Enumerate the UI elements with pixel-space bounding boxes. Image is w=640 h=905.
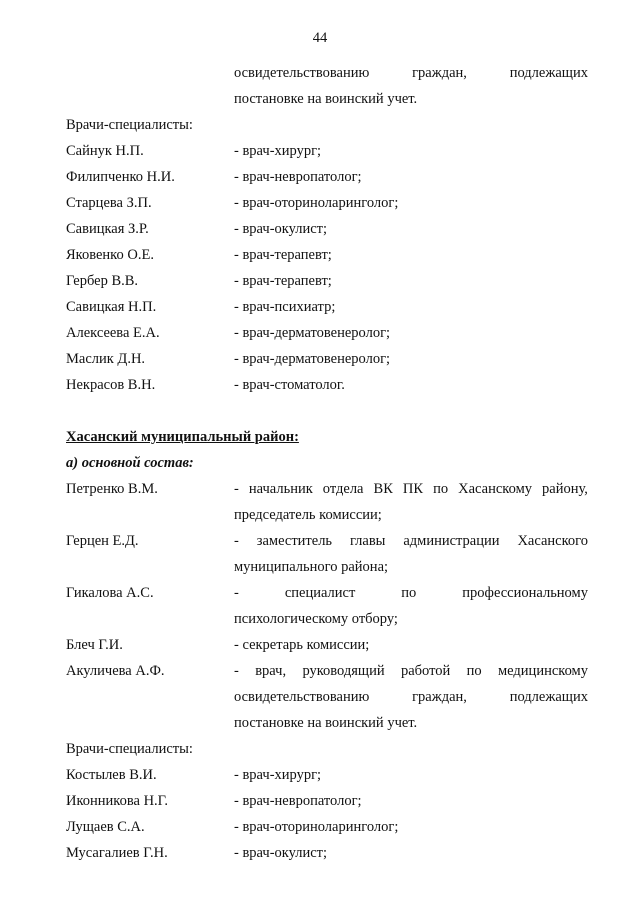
person-role: - врач-оториноларинголог; [234, 195, 399, 211]
word: Хасанскому [458, 481, 532, 497]
table-row [66, 762, 588, 788]
word: ПК [402, 481, 424, 497]
composition-label: а) основной состав: [66, 455, 194, 471]
line-text: постановке на воинский учет. [234, 715, 418, 731]
table-row [66, 372, 588, 398]
person-role [234, 476, 588, 502]
table-row [66, 294, 588, 320]
person-name: Савицкая Н.П. [66, 299, 157, 315]
table-row [66, 138, 588, 164]
word: специалист [284, 585, 356, 601]
indent-spacer [66, 86, 234, 112]
person-name: Яковенко О.Е. [66, 247, 154, 263]
indent-spacer [66, 606, 234, 632]
person-name: Савицкая З.Р. [66, 221, 149, 237]
table-row [66, 580, 588, 606]
word: граждан, [412, 689, 467, 705]
person-role: - врач-дерматовенеролог; [234, 325, 391, 341]
word: отдела [322, 481, 364, 497]
person-name: Старцева З.П. [66, 195, 152, 211]
person-name: Гербер В.В. [66, 273, 139, 289]
role-continuation [66, 606, 588, 632]
person-role: - врач-хирург; [234, 143, 322, 159]
table-row [66, 320, 588, 346]
person-name: Мусагалиев Г.Н. [66, 845, 168, 861]
indent-spacer [66, 502, 234, 528]
word: - секретарь комиссии; [234, 637, 370, 653]
indent-spacer [66, 684, 234, 710]
person-name: Лущаев С.А. [66, 819, 145, 835]
person-name: Костылев В.И. [66, 767, 157, 783]
person-name: Герцен Е.Д. [66, 533, 139, 549]
word: - [234, 663, 239, 679]
document-body [66, 60, 588, 866]
section-label: Врачи-специалисты: [66, 741, 193, 757]
person-role: - врач-терапевт; [234, 273, 332, 289]
person-role [234, 632, 588, 658]
role-continuation [66, 502, 588, 528]
table-row [66, 242, 588, 268]
word: главы [349, 533, 386, 549]
continuation-line [66, 60, 588, 86]
word: - [234, 585, 239, 601]
district-heading: Хасанский муниципальный район: [66, 429, 299, 445]
person-name: Блеч Г.И. [66, 637, 123, 653]
person-name: Акуличева А.Ф. [66, 663, 165, 679]
word: по [466, 663, 482, 679]
continuation-line [66, 86, 588, 112]
word: граждан, [412, 65, 467, 81]
person-name: Алексеева Е.А. [66, 325, 160, 341]
person-role: - врач-терапевт; [234, 247, 332, 263]
person-name: Иконникова Н.Г. [66, 793, 169, 809]
indent-spacer [66, 60, 234, 86]
table-row [66, 476, 588, 502]
indent-spacer [66, 710, 234, 736]
person-role: - врач-дерматовенеролог; [234, 351, 391, 367]
section-label: Врачи-специалисты: [66, 117, 193, 133]
line-text: председатель комиссии; [234, 507, 382, 523]
line-text: муниципального района; [234, 559, 389, 575]
word: освидетельствованию [234, 65, 370, 81]
word: заместитель [256, 533, 333, 549]
word: администрации [403, 533, 500, 549]
word: начальник [248, 481, 313, 497]
line-text [234, 60, 588, 86]
table-row [66, 814, 588, 840]
word: врач, [255, 663, 287, 679]
spacer [66, 398, 588, 424]
line-text: постановке на воинский учет. [234, 91, 418, 107]
word: подлежащих [509, 65, 588, 81]
person-role: - врач-невропатолог; [234, 169, 362, 185]
table-row [66, 840, 588, 866]
person-role: - врач-оториноларинголог; [234, 819, 399, 835]
table-row [66, 632, 588, 658]
role-continuation [66, 684, 588, 710]
person-role [234, 658, 588, 684]
role-continuation [66, 710, 588, 736]
person-name: Некрасов В.Н. [66, 377, 156, 393]
word: по [433, 481, 449, 497]
table-row [66, 788, 588, 814]
person-role: - врач-психиатр; [234, 299, 336, 315]
role-continuation [66, 554, 588, 580]
table-row [66, 164, 588, 190]
line-text [234, 684, 588, 710]
word: ВК [373, 481, 393, 497]
person-role: - врач-окулист; [234, 221, 328, 237]
table-row [66, 190, 588, 216]
word: - [234, 481, 239, 497]
person-role [234, 580, 588, 606]
word: району, [542, 481, 588, 497]
person-name: Филипченко Н.И. [66, 169, 175, 185]
word: Хасанского [517, 533, 588, 549]
person-role: - врач-окулист; [234, 845, 328, 861]
word: подлежащих [509, 689, 588, 705]
person-role: - врач-хирург; [234, 767, 322, 783]
table-row [66, 216, 588, 242]
line-text: психологическому отбору; [234, 611, 398, 627]
word: освидетельствованию [234, 689, 370, 705]
person-name: Гикалова А.С. [66, 585, 154, 601]
word: - [234, 533, 239, 549]
table-row [66, 658, 588, 684]
person-role: - врач-стоматолог. [234, 377, 345, 393]
page-number: 44 [312, 30, 328, 46]
table-row [66, 346, 588, 372]
indent-spacer [66, 554, 234, 580]
word: руководящий [302, 663, 385, 679]
person-name: Петренко В.М. [66, 481, 158, 497]
person-name: Маслик Д.Н. [66, 351, 146, 367]
person-role: - врач-невропатолог; [234, 793, 362, 809]
word: по [401, 585, 417, 601]
table-row [66, 528, 588, 554]
person-name: Сайнук Н.П. [66, 143, 144, 159]
person-role [234, 528, 588, 554]
table-row [66, 268, 588, 294]
word: профессиональному [462, 585, 588, 601]
word: работой [400, 663, 451, 679]
word: медицинскому [498, 663, 588, 679]
